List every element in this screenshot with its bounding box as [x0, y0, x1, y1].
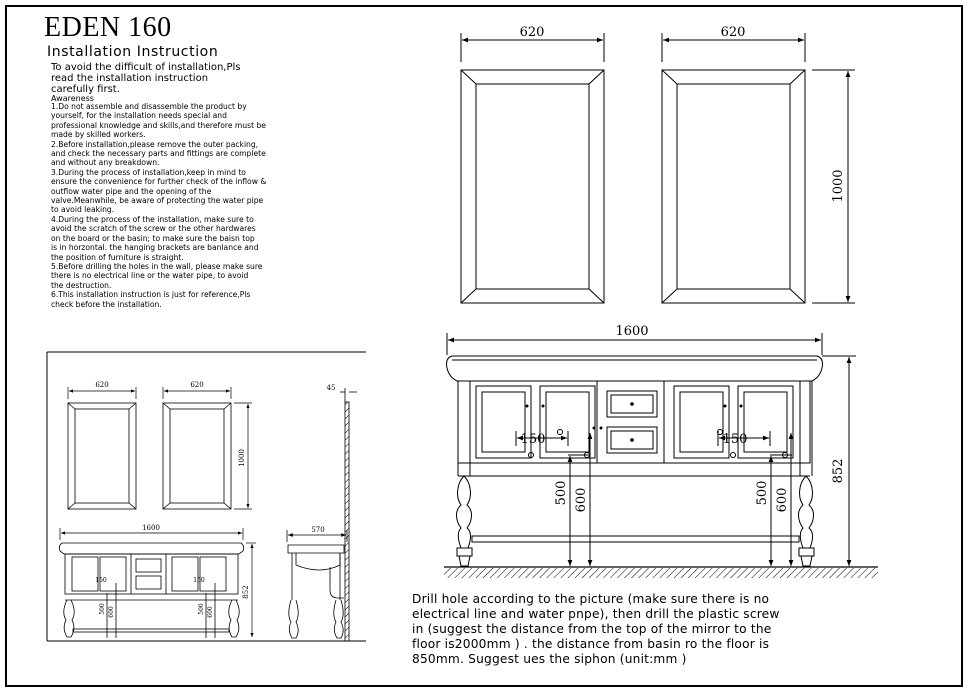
overview-mirror-height-label: 1000 [238, 449, 246, 467]
mirror-height-label: 1000 [831, 169, 846, 203]
overview-mirror-left [68, 403, 136, 509]
overview-depth-label: 570 [311, 526, 325, 534]
instruction-line: 4.During the process of the installation, make sure to [51, 214, 254, 224]
hole-spacing-label: 150 [722, 432, 748, 447]
instruction-line: 2.Before installation,please remove the outer packing, [51, 139, 259, 149]
instruction-line: avoid the scratch of the screw or the other hardwares [51, 224, 256, 234]
instruction-line: on the board or the basin; to make sure the baisn top [51, 233, 255, 243]
mirror-width-label: 620 [519, 25, 545, 40]
overview-hole-spacing-label: 150 [95, 577, 107, 584]
floor-line [444, 567, 878, 578]
vanity-cabinet [447, 356, 823, 566]
page-title: EDEN 160 [44, 12, 172, 43]
instruction-line: the position of furniture is straight. [51, 252, 184, 262]
intro-line: To avoid the difficult of installation,Pls [51, 62, 241, 73]
drill-note [412, 592, 822, 667]
overview-wall-gap-label: 45 [326, 384, 336, 392]
vanity-height-label: 852 [831, 458, 846, 484]
overview-drain-label: 500 [198, 603, 205, 615]
intro-line: carefully first. [51, 84, 120, 95]
vanity-width-label: 1600 [615, 324, 649, 339]
mirror-width-label: 620 [720, 25, 746, 40]
supply-height-label: 600 [775, 487, 790, 513]
drill-note-line: in (suggest the distance from the top of the mirror to the [412, 622, 772, 636]
overview-dimensions [60, 387, 256, 637]
supply-height-label: 600 [574, 487, 589, 513]
overview-mirror-width-label: 620 [190, 381, 204, 389]
overview-hole-spacing-label: 150 [193, 577, 205, 584]
overview-vanity [59, 543, 243, 638]
instruction-line: and check the necessary parts and fittings are complete [51, 149, 266, 159]
knobs [526, 402, 743, 442]
overview-vanity-width-label: 1600 [142, 524, 160, 532]
drill-note-line: Drill hole according to the picture (make sure there is no [412, 592, 770, 606]
mirror-width-dimension [461, 33, 805, 62]
instruction-line: to avoid leaking. [51, 205, 115, 215]
intro-line: read the installation instruction [51, 73, 209, 84]
instruction-line: the destruction. [51, 280, 112, 290]
overview-mirror-right [163, 403, 231, 509]
instruction-line: there is no electrical line or the water pipe, to avoid [51, 271, 249, 281]
instruction-line: 6.This installation instruction is just for reference,Pls [51, 290, 251, 300]
overview-mirror-width-label: 620 [95, 381, 109, 389]
instruction-line: 5.Before drilling the holes in the wall, please make sure [51, 261, 263, 271]
instruction-line: and without any breakdown. [51, 158, 160, 168]
instruction-line: yourself, for the installation needs special and [51, 111, 227, 121]
mirror-left [461, 70, 604, 303]
instruction-line: professional knowledge and skills,and therefore must be [51, 120, 266, 130]
instruction-line: outflow water pipe and the opening of the [51, 186, 212, 196]
instruction-line: is in horzontal. the hanging brackets are banlance and [51, 243, 259, 253]
instruction-line: 3.During the process of installation,keep in mind to [51, 167, 246, 177]
overview-vanity-height-label: 852 [242, 585, 250, 599]
overview-supply-label: 600 [108, 606, 115, 618]
overview-supply-label: 600 [207, 606, 214, 618]
awareness-label: Awareness [51, 94, 94, 103]
instruction-line: ensure the convenience for further check of the inflow & [51, 177, 267, 187]
instruction-line: 1.Do not assemble and disassemble the product by [51, 102, 247, 111]
instruction-line: check before the installation. [51, 299, 162, 309]
mirror-right [662, 70, 805, 303]
page-subtitle: Installation Instruction [47, 44, 219, 60]
instruction-line: valve.Meanwhile, be aware of protecting the water pipe [51, 196, 264, 206]
overview-frame [47, 352, 366, 641]
overview-side-view [287, 388, 357, 641]
drill-note-line: 850mm. Suggest ues the siphon (unit:mm ) [412, 652, 687, 666]
drain-height-label: 500 [755, 480, 770, 506]
drill-note-line: electrical line and water pnpe), then drill the plastic screw [412, 607, 780, 621]
drill-note-line: floor is2000mm ) . the distance from basin ro the floor is [412, 637, 770, 651]
drain-height-label: 500 [554, 480, 569, 506]
overview-drain-label: 500 [99, 603, 106, 615]
hole-spacing-label: 150 [520, 432, 546, 447]
instruction-line: made by skilled workers. [51, 130, 146, 140]
